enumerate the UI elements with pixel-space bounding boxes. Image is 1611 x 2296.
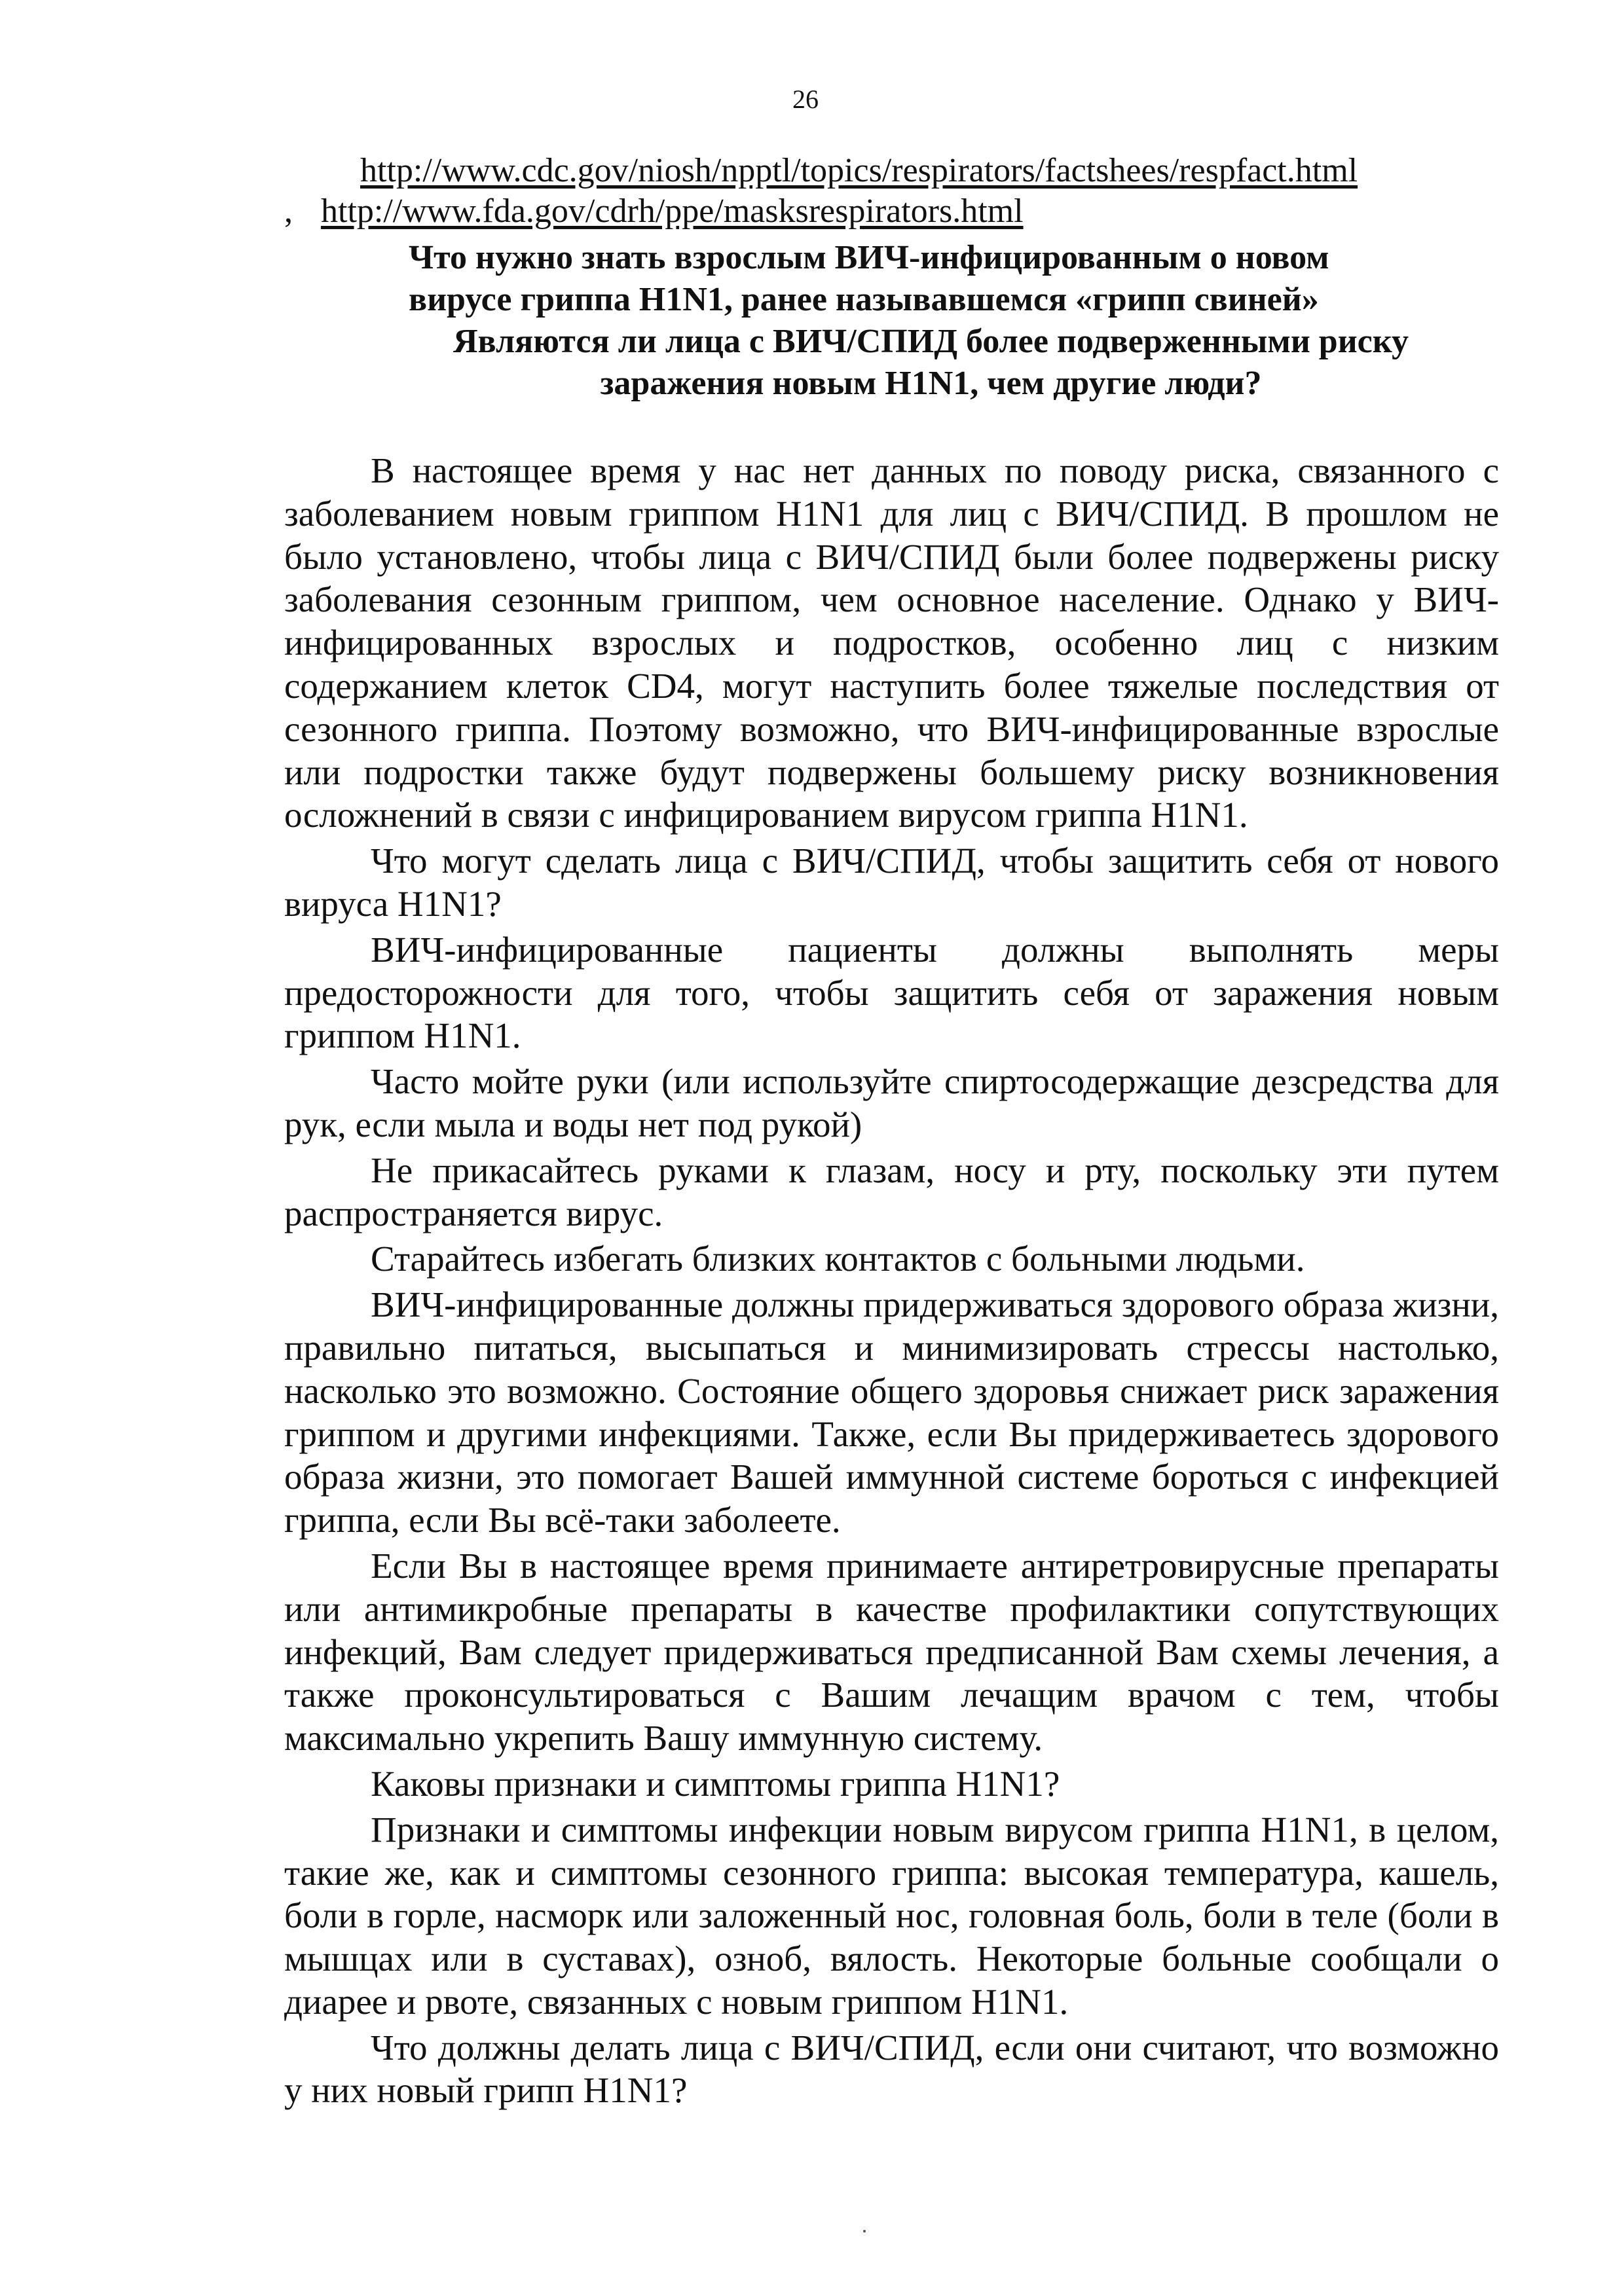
page-number: 26	[792, 84, 819, 114]
paragraph: Что должны делать лица с ВИЧ/СПИД, если они считают, что возможно у них новый грипп H1N1?	[284, 2027, 1499, 2111]
heading-line: Являются ли лица с ВИЧ/СПИД более подверженными риску	[453, 323, 1409, 360]
body-text	[284, 449, 1499, 2112]
paragraph: ВИЧ-инфицированные должны придерживаться здорового образа жизни, правильно питаться, высыпаться и минимизировать стрессы настолько, насколько это возможно. Состояние общего здоровья снижает риск заражения гриппом и другими инфекциями. Также, если Вы придерживаетесь здорового образа жизни, это помогает Вашей иммунной системе бороться с инфекцией гриппа, если Вы всё-таки заболеете.	[284, 1285, 1499, 1540]
paragraph: Признаки и симптомы инфекции новым вирусом гриппа H1N1, в целом, такие же, как и симптомы сезонного гриппа: высокая температура, кашель, боли в горле, насморк или заложенный нос, головная боль, боли в теле (боли в мышцах или в суставах), озноб, вялость. Некоторые больные сообщали о диарее и рвоте, связанных с новым гриппом H1N1.	[284, 1809, 1499, 2022]
heading-line: заражения новым H1N1, чем другие люди?	[600, 365, 1262, 402]
heading-line: Что нужно знать взрослым ВИЧ-инфицированным о новом	[409, 239, 1329, 276]
paragraph: Не прикасайтесь руками к глазам, носу и рту, поскольку эти путем распространяется вирус.	[284, 1150, 1499, 1233]
section-heading	[284, 237, 1499, 321]
paragraph: Старайтесь избегать близких контактов с больными людьми.	[371, 1239, 1305, 1279]
link-cdc-respirators[interactable]: http://www.cdc.gov/niosh/npptl/topics/respirators/factshees/respfact.html	[360, 152, 1358, 189]
paragraph: ВИЧ-инфицированные пациенты должны выполнять меры предосторожности для того, чтобы защитить себя от заражения новым гриппом H1N1.	[284, 929, 1499, 1056]
paragraph: Что могут сделать лица с ВИЧ/СПИД, чтобы защитить себя от нового вируса H1N1?	[284, 841, 1499, 924]
paragraph: В настоящее время у нас нет данных по поводу риска, связанного с заболеванием новым гриппом H1N1 для лиц с ВИЧ/СПИД. В прошлом не было установлено, чтобы лица с ВИЧ/СПИД были более подвержены риску заболевания сезонным гриппом, чем основное население. Однако у ВИЧ-инфицированных взрослых и подростков, особенно лиц с низким содержанием клеток CD4, могут наступить более тяжелые последствия от сезонного гриппа. Поэтому возможно, что ВИЧ-инфицированные взрослые или подростки также будут подвержены большему риску возникновения осложнений в связи с инфицированием вирусом гриппа H1N1.	[284, 450, 1499, 835]
link-fda-masks[interactable]: http://www.fda.gov/cdrh/ppe/masksrespirators.html	[321, 192, 1024, 230]
reference-links	[284, 151, 1358, 232]
question-heading	[284, 321, 1499, 405]
link-separator: ,	[284, 192, 293, 230]
paragraph: Если Вы в настоящее время принимаете антиретровирусные препараты или антимикробные препараты в качестве профилактики сопутствующих инфекций, Вам следует придерживаться предписанной Вам схемы лечения, а также проконсультироваться с Вашим лечащим врачом с тем, чтобы максимально укрепить Вашу иммунную систему.	[284, 1545, 1499, 1758]
paragraph: Каковы признаки и симптомы гриппа H1N1?	[371, 1763, 1060, 1804]
heading-line: вирусе гриппа H1N1, ранее называвшемся «грипп свиней»	[409, 281, 1319, 318]
scan-speck	[863, 2230, 866, 2232]
paragraph: Часто мойте руки (или используйте спиртосодержащие дезсредства для рук, если мыла и воды нет под рукой)	[284, 1061, 1499, 1144]
